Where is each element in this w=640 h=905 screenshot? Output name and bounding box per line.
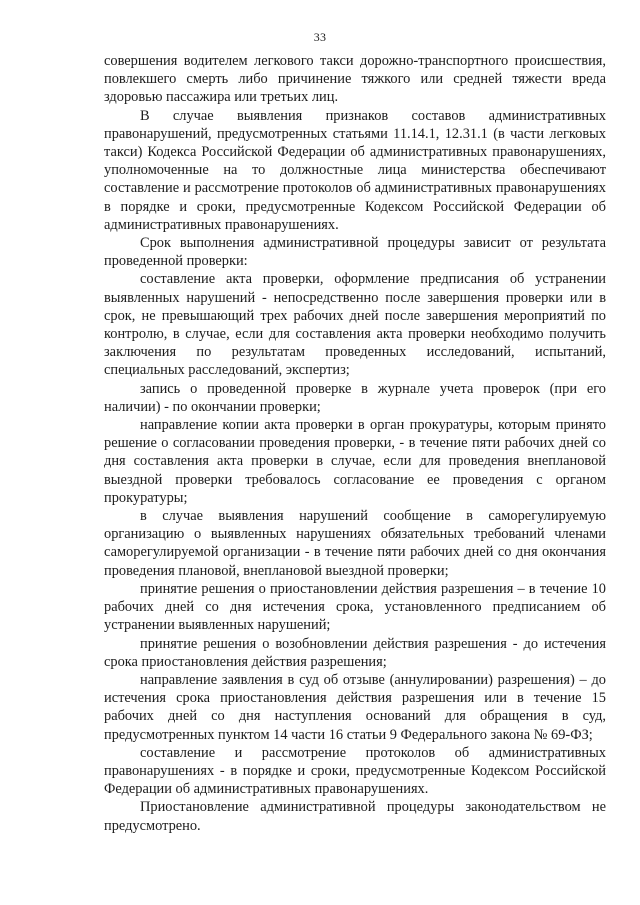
list-item-journal-record: запись о проведенной проверке в журнале учета проверок (при его наличии) - по окончании проверки; bbox=[104, 380, 606, 415]
document-body bbox=[104, 52, 606, 835]
list-item-inspection-act: составление акта проверки, оформление предписания об устранении выявленных нарушений - непосредственно после завершения проверки или в срок, не превышающий трех рабочих дней после завершения мероприятий по контролю, в случае, если для составления акта проверки необходимо получить заключения по результатам проведенных исследований, испытаний, специальных расследований, экспертиз; bbox=[104, 271, 606, 379]
paragraph-procedure-term: Срок выполнения административной процедуры зависит от результата проведенной проверки: bbox=[104, 235, 606, 270]
list-item-prosecutor-copy: направление копии акта проверки в орган прокуратуры, которым принято решение о согласовании проведения проверки, - в течение пяти рабочих дней со дня составления акта проверки в случае, если для проведения внеплановой выездной проверки требовалось согласование ее проведения с органом прокуратуры; bbox=[104, 417, 606, 506]
list-item-resumption-decision: принятие решения о возобновлении действия разрешения - до истечения срока приостановления действия разрешения; bbox=[104, 635, 606, 670]
list-item-protocols: составление и рассмотрение протоколов об административных правонарушениях - в порядке и сроки, предусмотренные Кодексом Российской Федерации об административных правонарушениях. bbox=[104, 744, 606, 798]
list-item-sro-notice: в случае выявления нарушений сообщение в саморегулируемую организацию о выявленных нарушениях обязательных требований членами саморегулируемой организации - в течение пяти рабочих дней со дня окончания проведения плановой, внеплановой выездной проверки; bbox=[104, 508, 606, 579]
paragraph-suspension-note: Приостановление административной процедуры законодательством не предусмотрено. bbox=[104, 799, 606, 834]
paragraph-violations-protocols: В случае выявления признаков составов административных правонарушений, предусмотренных статьями 11.14.1, 12.31.1 (в части легковых такси) Кодекса Российской Федерации об административных правонарушениях, уполномоченные на то должностные лица министерства обеспечивают составление и рассмотрение протоколов об административных правонарушениях в порядке и сроки, предусмотренные Кодексом Российской Федерации об административных правонарушениях. bbox=[104, 107, 606, 233]
list-item-suspension-decision: принятие решения о приостановлении действия разрешения – в течение 10 рабочих дней со дня истечения срока, установленного предписанием об устранении выявленных нарушений; bbox=[104, 580, 606, 634]
paragraph-continuation: совершения водителем легкового такси дорожно-транспортного происшествия, повлекшего смерть либо причинение тяжкого или средней тяжести вреда здоровью пассажира или третьих лиц. bbox=[104, 53, 606, 106]
list-item-court-application: направление заявления в суд об отзыве (аннулировании) разрешения) – до истечения срока приостановления действия разрешения или в течение 15 рабочих дней со дня наступления оснований для обращения в суд, предусмотренных пунктом 14 части 16 статьи 9 Федерального закона № 69-ФЗ; bbox=[104, 671, 606, 743]
page-number: 33 bbox=[313, 30, 327, 44]
